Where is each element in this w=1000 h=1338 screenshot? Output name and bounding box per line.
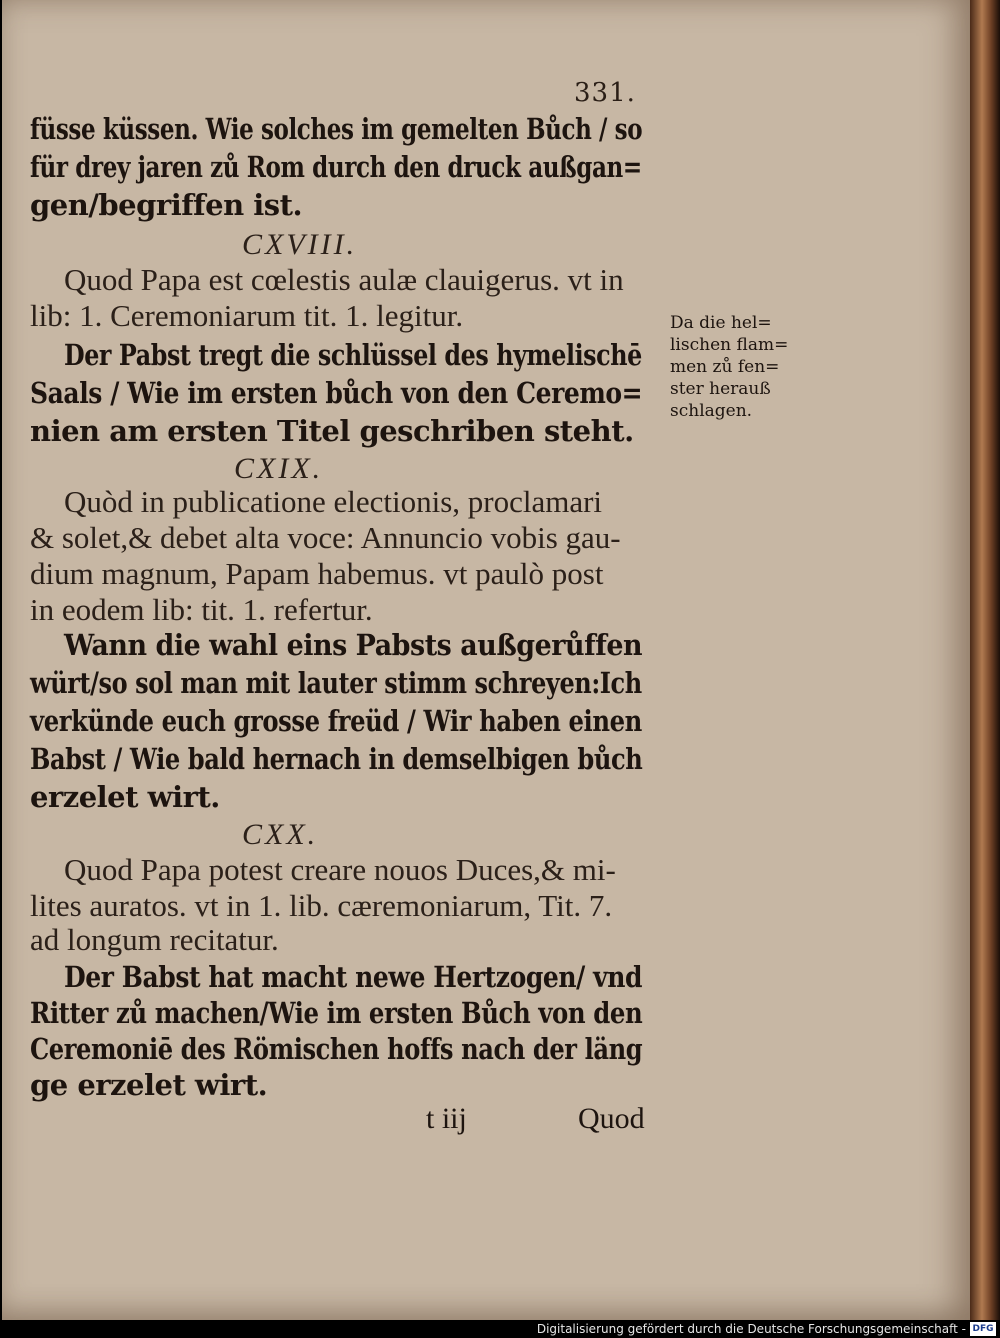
page-number: 331.	[574, 78, 636, 108]
text-line: lib: 1. Ceremoniarum tit. 1. legitur.	[30, 298, 464, 333]
text-line: ge erzelet wirt.	[30, 1068, 268, 1102]
text-line: ad longum recitatur.	[30, 922, 279, 957]
text-line: dium magnum, Papam habemus. vt paulò post	[30, 556, 604, 591]
text-line: nien am ersten Titel geschriben steht.	[30, 414, 634, 448]
text-line: Der Pabst tregt die schlüssel des hymelischē	[64, 338, 642, 372]
marginal-note-line: men zů fen=	[670, 357, 780, 377]
page-edge	[970, 0, 1000, 1320]
section-heading: CXVIII.	[242, 228, 358, 261]
dfg-attribution: Digitalisierung gefördert durch die Deutsche Forschungsgemeinschaft -	[536, 1322, 966, 1336]
section-heading: CXX.	[242, 818, 319, 851]
signature-mark: t iij	[426, 1102, 467, 1135]
dfg-logo: DFG	[970, 1322, 996, 1336]
marginal-note-line: ster herauß	[670, 379, 771, 399]
catchword: Quod	[578, 1102, 645, 1135]
text-line: Quod Papa potest creare nouos Duces,& mi-	[64, 852, 616, 887]
text-line: Babst / Wie bald hernach in demselbigen bůch	[30, 742, 643, 776]
text-line: gen/begriffen ist.	[30, 188, 303, 222]
text-line: Ceremoniē des Römischen hoffs nach der läng	[30, 1032, 643, 1066]
text-line: Quod Papa est cœlestis aulæ clauigerus. vt in	[64, 262, 624, 297]
text-line: & solet,& debet alta voce: Annuncio vobis gau-	[30, 520, 621, 555]
text-line: füsse küssen. Wie solches im gemelten Bůch / so	[30, 112, 643, 146]
text-line: erzelet wirt.	[30, 780, 220, 814]
book-page	[2, 0, 970, 1320]
marginal-note	[670, 312, 810, 422]
text-line: in eodem lib: tit. 1. refertur.	[30, 592, 373, 627]
text-line: lites auratos. vt in 1. lib. cæremoniarum, Tit. 7.	[30, 888, 613, 923]
text-line: Ritter zů machen/Wie im ersten Bůch von den	[30, 996, 643, 1030]
section-heading: CXIX.	[234, 452, 324, 485]
text-line: Quòd in publicatione electionis, proclamari	[64, 484, 603, 519]
text-line: Saals / Wie im ersten bůch von den Ceremo=	[30, 376, 643, 410]
marginal-note-line: schlagen.	[670, 401, 753, 421]
text-line: für drey jaren zů Rom durch den druck außgan=	[30, 150, 642, 184]
text-line: Wann die wahl eins Pabsts außgerůffen	[64, 628, 643, 662]
marginal-note-line: Da die hel=	[670, 313, 772, 333]
text-line: verkünde euch grosse freüd / Wir haben einen	[30, 704, 642, 738]
text-line: Der Babst hat macht newe Hertzogen/ vnd	[64, 960, 643, 994]
marginal-note-line: lischen flam=	[670, 335, 789, 355]
text-line: würt/so sol man mit lauter stimm schreyen:Ich	[30, 666, 642, 700]
